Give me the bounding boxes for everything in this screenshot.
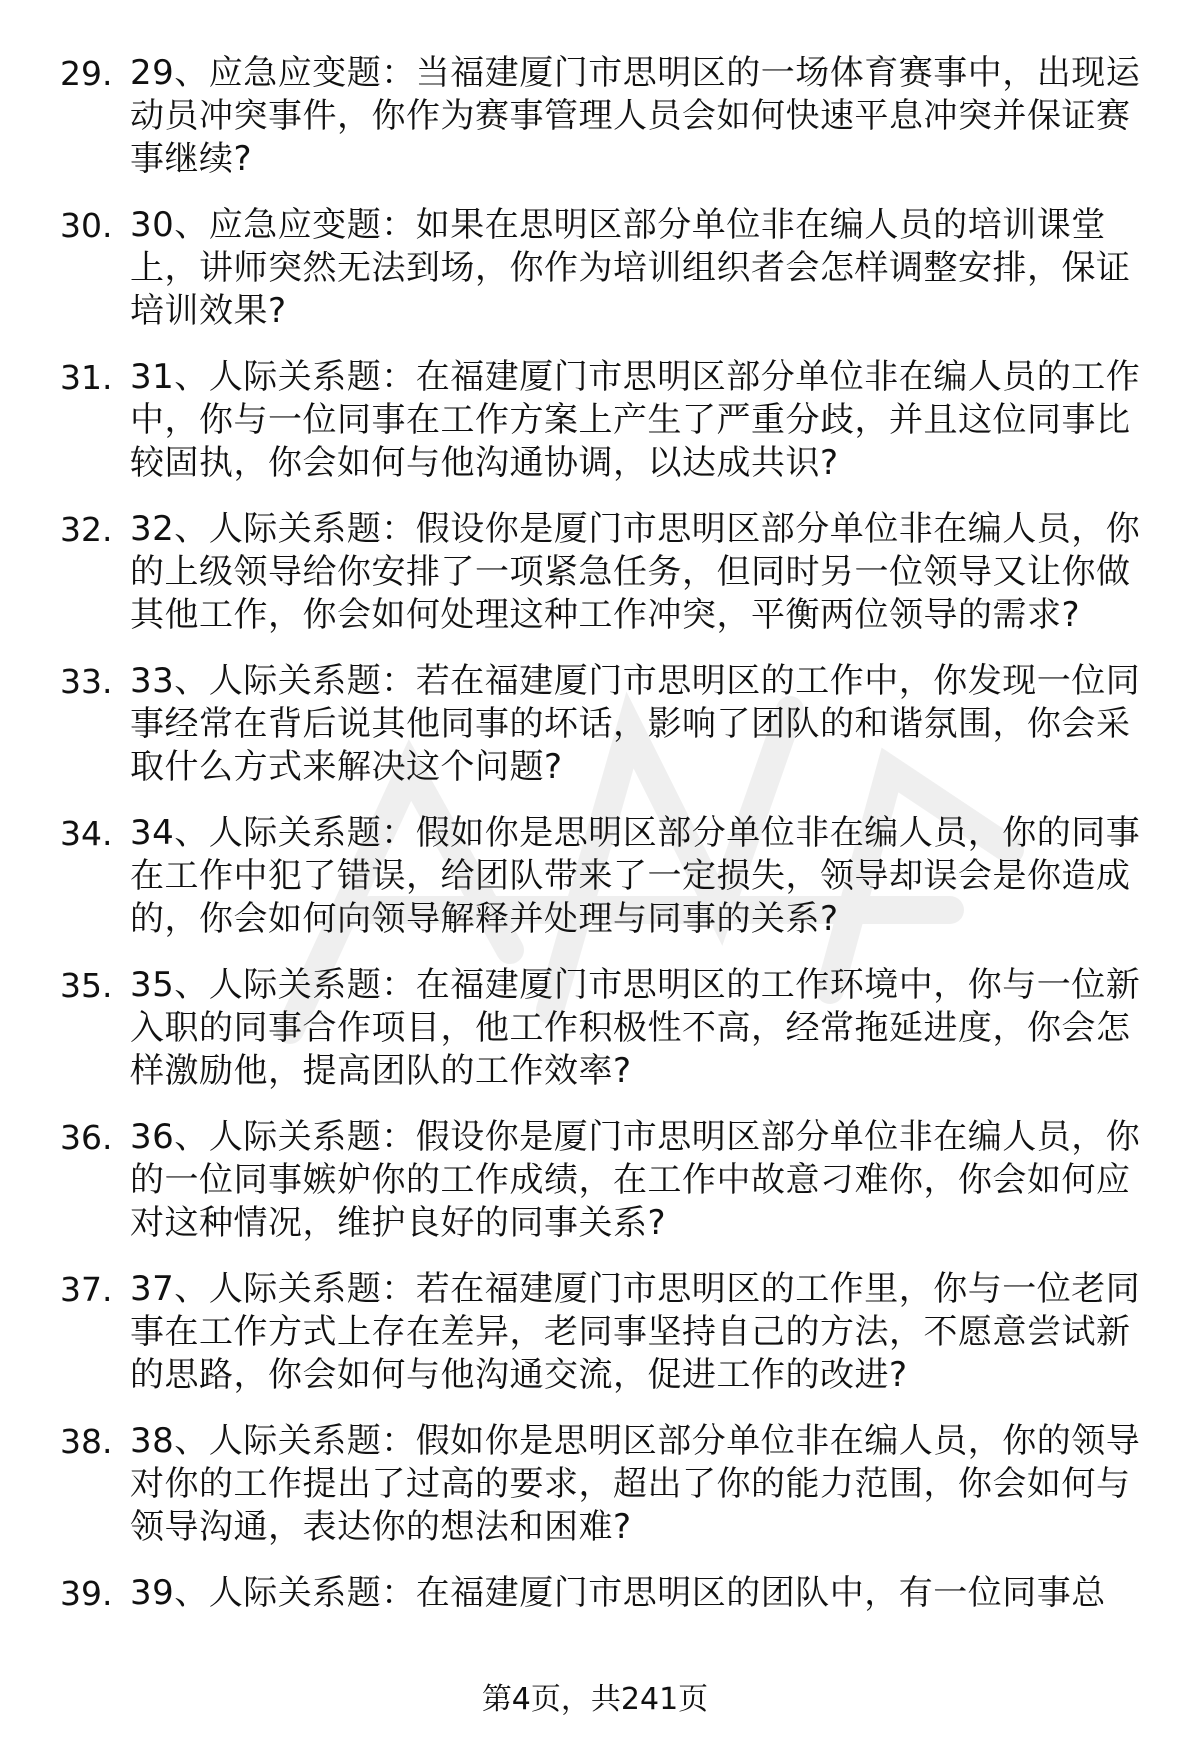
question-item	[60, 204, 1160, 333]
question-text: 30、应急应变题：如果在思明区部分单位非在编人员的培训课堂上，讲师突然无法到场，你作为培训组织者会怎样调整安排，保证培训效果?	[130, 205, 1131, 331]
question-number: 34.	[60, 814, 113, 853]
question-text: 32、人际关系题：假设你是厦门市思明区部分单位非在编人员，你的上级领导给你安排了一项紧急任务，但同时另一位领导又让你做其他工作，你会如何处理这种工作冲突，平衡两位领导的需求?	[130, 509, 1141, 635]
question-item	[60, 964, 1160, 1093]
page-footer	[0, 1680, 1190, 1720]
question-item	[60, 1268, 1160, 1397]
question-text: 37、人际关系题：若在福建厦门市思明区的工作里，你与一位老同事在工作方式上存在差异，老同事坚持自己的方法，不愿意尝试新的思路，你会如何与他沟通交流，促进工作的改进?	[130, 1269, 1141, 1395]
question-text: 39、人际关系题：在福建厦门市思明区的团队中，有一位同事总	[130, 1573, 1106, 1613]
question-item	[60, 508, 1160, 637]
question-text: 29、应急应变题：当福建厦门市思明区的一场体育赛事中，出现运动员冲突事件，你作为赛事管理人员会如何快速平息冲突并保证赛事继续?	[130, 53, 1141, 179]
question-number: 36.	[60, 1118, 113, 1157]
question-item	[60, 812, 1160, 941]
question-number: 29.	[60, 54, 113, 93]
question-text: 38、人际关系题：假如你是思明区部分单位非在编人员，你的领导对你的工作提出了过高的要求，超出了你的能力范围，你会如何与领导沟通，表达你的想法和困难?	[130, 1421, 1141, 1547]
question-number: 30.	[60, 206, 113, 245]
question-item	[60, 1116, 1160, 1245]
question-number: 35.	[60, 966, 113, 1005]
question-number: 38.	[60, 1422, 113, 1461]
page-number-label: 第4页，共241页	[481, 1682, 709, 1717]
question-item	[60, 660, 1160, 789]
question-number: 39.	[60, 1574, 113, 1613]
question-number: 37.	[60, 1270, 113, 1309]
question-number: 33.	[60, 662, 113, 701]
question-text: 35、人际关系题：在福建厦门市思明区的工作环境中，你与一位新入职的同事合作项目，他工作积极性不高，经常拖延进度，你会怎样激励他，提高团队的工作效率?	[130, 965, 1141, 1091]
question-text: 33、人际关系题：若在福建厦门市思明区的工作中，你发现一位同事经常在背后说其他同事的坏话，影响了团队的和谐氛围，你会采取什么方式来解决这个问题?	[130, 661, 1141, 787]
question-item	[60, 52, 1160, 181]
question-number: 32.	[60, 510, 113, 549]
question-number: 31.	[60, 358, 113, 397]
question-text: 31、人际关系题：在福建厦门市思明区部分单位非在编人员的工作中，你与一位同事在工作方案上产生了严重分歧，并且这位同事比较固执，你会如何与他沟通协调，以达成共识?	[130, 357, 1141, 483]
question-item	[60, 1572, 1160, 1615]
question-item	[60, 1420, 1160, 1549]
question-text: 34、人际关系题：假如你是思明区部分单位非在编人员，你的同事在工作中犯了错误，给团队带来了一定损失，领导却误会是你造成的，你会如何向领导解释并处理与同事的关系?	[130, 813, 1141, 939]
question-text: 36、人际关系题：假设你是厦门市思明区部分单位非在编人员，你的一位同事嫉妒你的工作成绩，在工作中故意刁难你，你会如何应对这种情况，维护良好的同事关系?	[130, 1117, 1141, 1243]
question-list	[60, 52, 1160, 1638]
question-item	[60, 356, 1160, 485]
